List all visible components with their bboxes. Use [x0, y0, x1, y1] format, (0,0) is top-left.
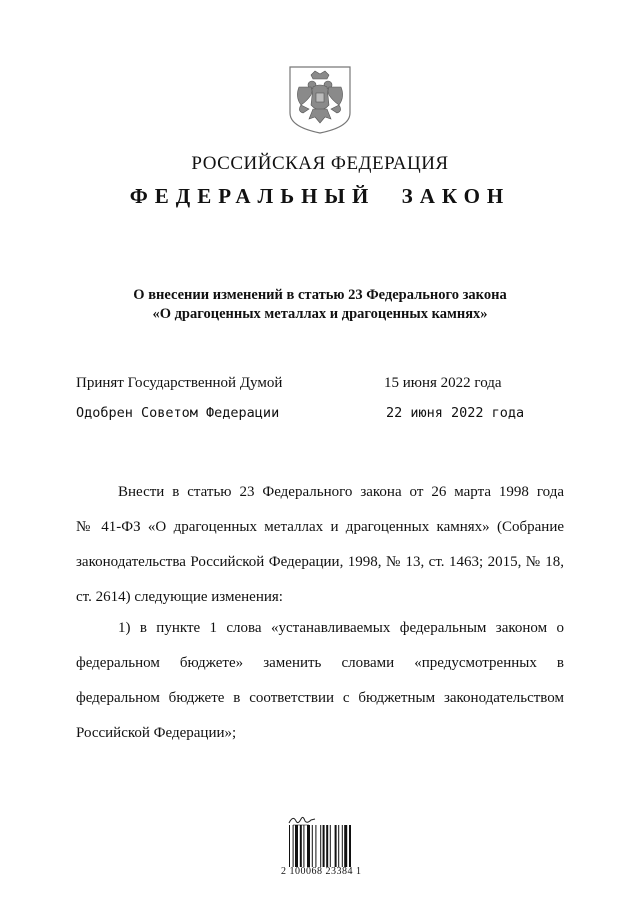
body-line: № 41-ФЗ «О драгоценных металлах и драгоценных камнях» (Собрание	[76, 519, 564, 535]
body-line: Внести в статью 23 Федерального закона от 26 марта 1998 года	[118, 484, 564, 500]
russian-coat-of-arms-icon	[287, 65, 353, 135]
barcode-bars-icon	[289, 825, 369, 867]
law-title-line: О внесении изменений в статью 23 Федерального закона	[133, 287, 507, 303]
approved-date: 22 июня 2022 года	[386, 405, 525, 421]
law-type-heading: ФЕДЕРАЛЬНЫЙ ЗАКОН	[129, 184, 511, 208]
body-paragraph	[76, 475, 564, 615]
body-line: ст. 2614) следующие изменения:	[76, 589, 283, 605]
body-paragraph	[76, 611, 564, 751]
barcode	[279, 813, 389, 883]
country-name: РОССИЙСКАЯ ФЕДЕРАЦИЯ	[191, 153, 449, 174]
body-line: федеральном бюджете» заменить словами «предусмотренных в	[76, 655, 564, 671]
law-title-line: «О драгоценных металлах и драгоценных камнях»	[152, 306, 488, 322]
body-line: федеральном бюджете в соответствии с бюджетным законодательством	[76, 690, 564, 706]
body-line: 1) в пункте 1 слова «устанавливаемых федеральным законом о	[118, 620, 564, 636]
adopted-date: 15 июня 2022 года	[384, 375, 502, 391]
body-line: законодательства Российской Федерации, 1998, № 13, ст. 1463; 2015, № 18,	[76, 554, 564, 570]
law-title	[0, 286, 640, 324]
barcode-number: 2 100068 23384 1	[281, 866, 362, 877]
adopted-label: Принят Государственной Думой	[76, 375, 283, 391]
approved-label: Одобрен Советом Федерации	[76, 405, 280, 421]
body-line: Российской Федерации»;	[76, 725, 237, 741]
